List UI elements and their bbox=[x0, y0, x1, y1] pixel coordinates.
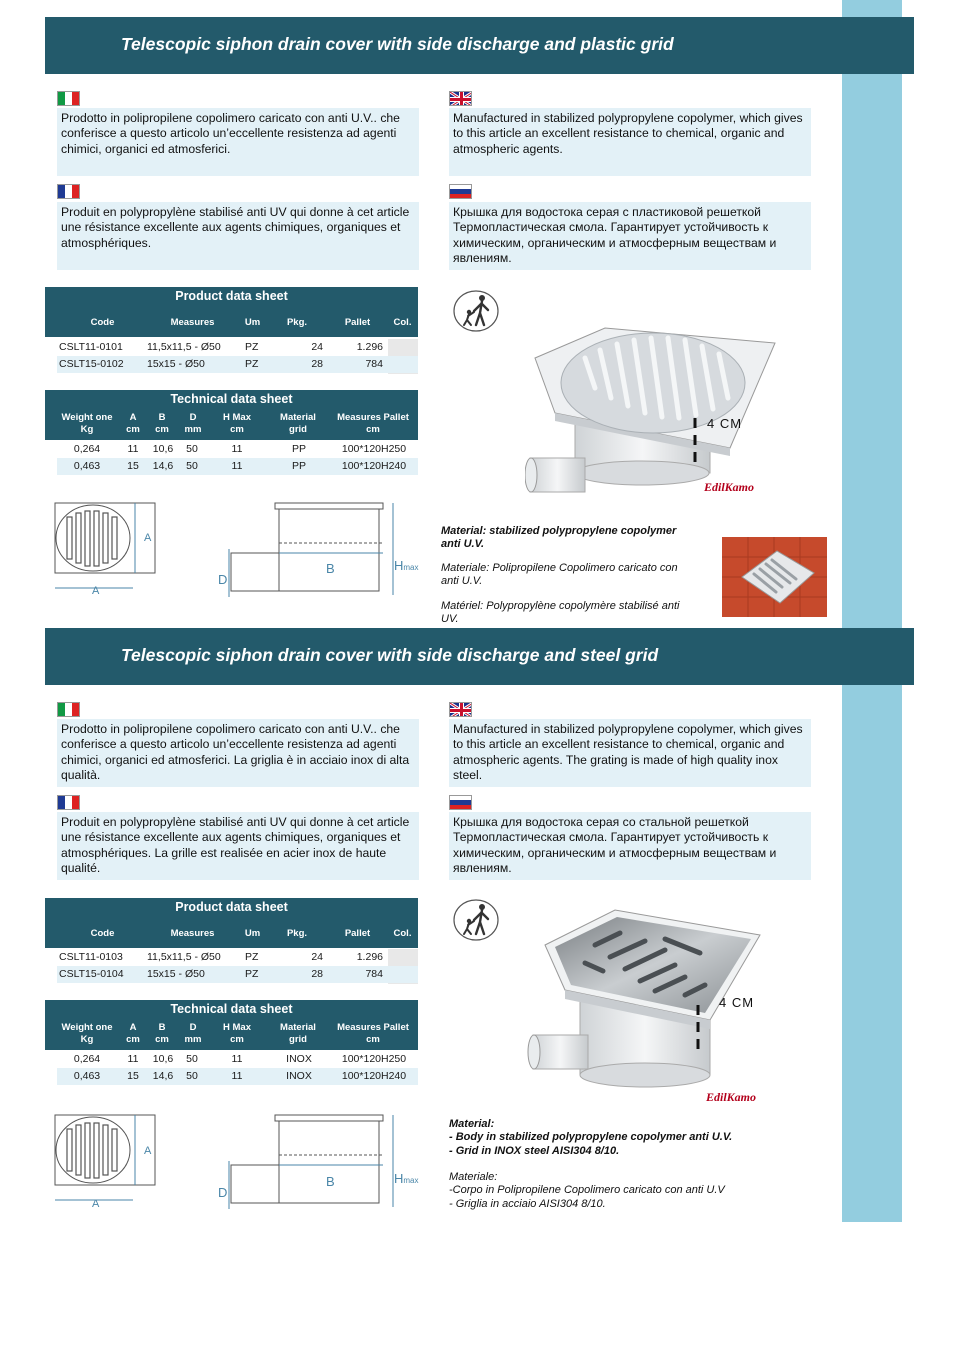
col-b: B cm bbox=[155, 1022, 169, 1045]
product-sheet-header bbox=[45, 287, 418, 337]
col-pallet-measures: Measures Pallet cm bbox=[337, 1022, 409, 1045]
col-um: Um bbox=[244, 317, 261, 328]
product-photo-plastic-grid bbox=[525, 318, 795, 508]
table-row: 0,264 11 10,6 50 11 INOX 100*120H250 bbox=[73, 1053, 407, 1065]
material-line: Material: bbox=[449, 1118, 495, 1130]
col-material: Material grid bbox=[280, 1022, 316, 1045]
dim-d: D bbox=[218, 572, 228, 587]
material-line: Materiale: Polipropilene Copolimero caricato con anti U.V. bbox=[441, 562, 678, 587]
table-row: CSLT11-0101 11,5x11,5 - Ø50 PZ 24 1.296 bbox=[59, 341, 383, 353]
col-hmax: H Max cm bbox=[223, 412, 251, 435]
desc-italian: Prodotto in polipropilene copolimero caricato con anti U.V.. che conferisce a questo articolo un’eccellente resistenza ad agenti chimici, organici ed atmosferici. bbox=[57, 108, 419, 176]
col-b: B cm bbox=[155, 412, 169, 435]
material-line: Matériel: Polypropylène copolymère stabilisé anti UV. bbox=[441, 600, 680, 625]
material-line: Materiale: bbox=[449, 1171, 498, 1183]
col-col: Col. bbox=[393, 928, 412, 939]
desc-italian: Prodotto in polipropilene copolimero caricato con anti U.V.. che conferisce a questo articolo un’eccellente resistenza ad agenti chimici, organici ed atmosferici. La griglia è in acciaio inox di alta qualità. bbox=[57, 719, 419, 787]
col-pallet: Pallet bbox=[344, 928, 371, 939]
table-row: 0,264 11 10,6 50 11 PP 100*120H250 bbox=[73, 443, 407, 455]
col-measures: Measures bbox=[170, 928, 215, 939]
material-line: -Corpo in Polipropilene Copolimero caricato con anti U.V bbox=[449, 1184, 725, 1196]
sidebar-strip bbox=[842, 0, 902, 1222]
child-safety-icon bbox=[452, 898, 500, 942]
col-pallet: Pallet bbox=[344, 317, 371, 328]
dim-b: B bbox=[326, 561, 335, 576]
italy-flag-icon bbox=[57, 702, 80, 717]
technical-sheet-header bbox=[45, 390, 418, 440]
brand-logo: EdilKamo bbox=[706, 1090, 757, 1104]
table-row: CSLT15-0104 15x15 - Ø50 PZ 28 784 bbox=[57, 966, 418, 983]
product-sheet-title: Product data sheet bbox=[175, 900, 288, 914]
dim-a-vertical: A bbox=[144, 532, 152, 544]
installed-grid-photo bbox=[722, 537, 827, 617]
brand-logo: EdilKamo bbox=[704, 480, 755, 494]
france-flag-icon bbox=[57, 795, 80, 810]
russia-flag-icon bbox=[449, 184, 472, 199]
france-flag-icon bbox=[57, 184, 80, 199]
col-um: Um bbox=[244, 928, 261, 939]
technical-sheet-header bbox=[45, 1000, 418, 1050]
desc-french: Produit en polypropylène stabilisé anti UV qui donne à cet article une résistance excellente aux agents chimiques, organiques et atmosphériques. La grille est realisée en acier inox de haute qualité. bbox=[57, 812, 419, 880]
desc-english: Manufactured in stabilized polypropylene copolymer, which gives to this article an excellent resistance to chemical, organic and atmospheric agents. The grating is made of high quality inox steel. bbox=[449, 719, 811, 787]
desc-english: Manufactured in stabilized polypropylene copolymer, which gives to this article an excellent resistance to chemical, organic and atmospheric agents. bbox=[449, 108, 811, 176]
technical-sheet-title: Technical data sheet bbox=[170, 1002, 293, 1016]
material-line: Material: stabilized polypropylene copolymer anti U.V. bbox=[441, 525, 677, 550]
technical-drawing bbox=[53, 1107, 428, 1217]
col-pkg: Pkg. bbox=[286, 317, 308, 328]
col-hmax: H Max cm bbox=[223, 1022, 251, 1045]
col-col: Col. bbox=[393, 317, 412, 328]
russia-flag-icon bbox=[449, 795, 472, 810]
col-code: Code bbox=[90, 928, 115, 939]
uk-flag-icon bbox=[449, 91, 472, 106]
table-row: CSLT15-0102 15x15 - Ø50 PZ 28 784 bbox=[57, 356, 418, 373]
dim-a-vertical: A bbox=[144, 1145, 152, 1157]
dim-hmax: Hmax bbox=[394, 558, 419, 573]
col-weight: Weight one Kg bbox=[61, 1022, 113, 1045]
uk-flag-icon bbox=[449, 702, 472, 717]
desc-russian: Крышка для водостока серая с пластиковой решеткой Термопластическая смола. Гарантирует устойчивость к химическим, органическим и атмосферным веществам и явлениям. bbox=[449, 202, 811, 270]
col-material: Material grid bbox=[280, 412, 316, 435]
col-d: D mm bbox=[184, 412, 202, 435]
dim-a-horizontal: A bbox=[92, 585, 100, 597]
dim-a-horizontal: A bbox=[92, 1198, 100, 1210]
child-safety-icon bbox=[452, 289, 500, 333]
col-a: A cm bbox=[126, 412, 140, 435]
col-d: D mm bbox=[184, 1022, 202, 1045]
section-2-title: Telescopic siphon drain cover with side discharge and steel grid bbox=[121, 645, 659, 665]
dim-b: B bbox=[326, 1174, 335, 1189]
col-a: A cm bbox=[126, 1022, 140, 1045]
material-line: - Body in stabilized polypropylene copolymer anti U.V. bbox=[449, 1131, 733, 1143]
col-pallet-measures: Measures Pallet cm bbox=[337, 412, 409, 435]
italy-flag-icon bbox=[57, 91, 80, 106]
height-label: 4 CM bbox=[719, 995, 755, 1010]
product-sheet-header bbox=[45, 898, 418, 948]
dim-hmax: Hmax bbox=[394, 1171, 419, 1186]
desc-french: Produit en polypropylène stabilisé anti UV qui donne à cet article une résistance excellente aux agents chimiques, organiques et atmosphériques. bbox=[57, 202, 419, 270]
technical-drawing bbox=[53, 495, 428, 605]
technical-sheet-title: Technical data sheet bbox=[170, 392, 293, 406]
height-label: 4 CM bbox=[707, 416, 743, 431]
col-measures: Measures bbox=[170, 317, 215, 328]
table-row: 0,463 15 14,6 50 11 INOX 100*120H240 bbox=[57, 1068, 418, 1085]
col-weight: Weight one Kg bbox=[61, 412, 113, 435]
product-sheet-title: Product data sheet bbox=[175, 289, 288, 303]
section-1-title: Telescopic siphon drain cover with side discharge and plastic grid bbox=[121, 34, 674, 54]
material-line: - Grid in INOX steel AISI304 8/10. bbox=[449, 1145, 620, 1157]
col-pkg: Pkg. bbox=[286, 928, 308, 939]
material-line: - Griglia in acciaio AISI304 8/10. bbox=[449, 1198, 606, 1210]
dim-d: D bbox=[218, 1185, 228, 1200]
col-code: Code bbox=[90, 317, 115, 328]
section-2-banner bbox=[45, 628, 914, 685]
desc-russian: Крышка для водостока серая со стальной решеткой Термопластическая смола. Гарантирует устойчивость к химическим, органическим и атмосферным веществам и явлениям. bbox=[449, 812, 811, 880]
table-row: 0,463 15 14,6 50 11 PP 100*120H240 bbox=[57, 458, 418, 475]
product-photo-steel-grid bbox=[525, 905, 795, 1105]
section-1-banner bbox=[45, 17, 914, 74]
table-row: CSLT11-0103 11,5x11,5 - Ø50 PZ 24 1.296 bbox=[59, 951, 383, 963]
